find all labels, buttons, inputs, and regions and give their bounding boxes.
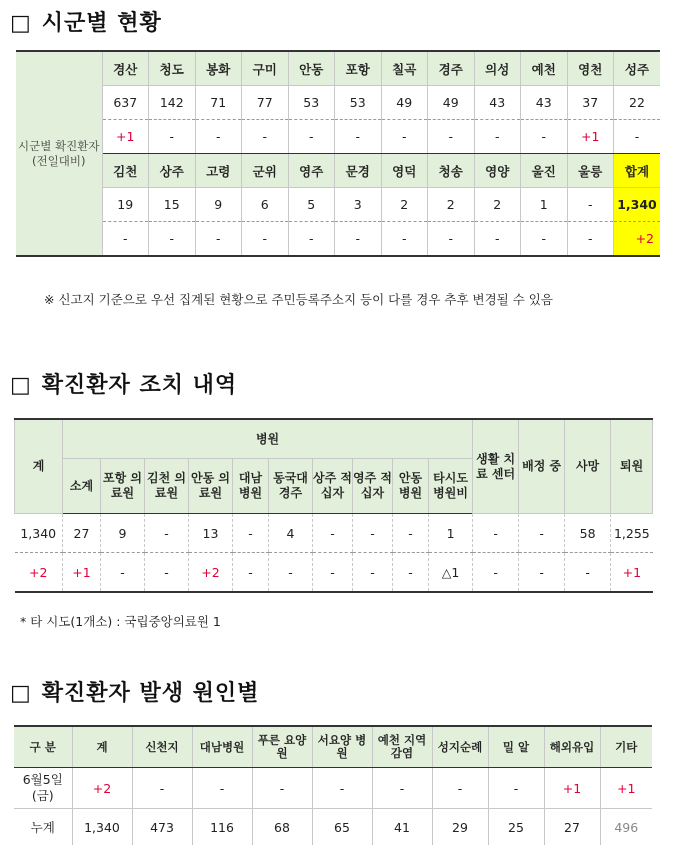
measure-total: - xyxy=(233,514,269,553)
city-total: 2 xyxy=(428,188,475,222)
cause-value: 25 xyxy=(488,809,544,846)
hospital-header: 안동 의료원 xyxy=(189,459,233,514)
city-name: 청도 xyxy=(149,51,196,86)
cause-value: 1,340 xyxy=(72,809,132,846)
city-total: 71 xyxy=(195,86,242,120)
cause-header: 성지순례 xyxy=(432,726,488,768)
cause-header: 신천지 xyxy=(132,726,192,768)
city-change: - xyxy=(335,120,382,154)
cause-header: 서요양 병원 xyxy=(312,726,372,768)
address-note: ※ 신고지 기준으로 우선 집계된 현황으로 주민등록주소지 등이 다를 경우 추후 변경될 수 있음 xyxy=(44,292,553,307)
cause-value: 68 xyxy=(252,809,312,846)
cause-header: 대남병원 xyxy=(192,726,252,768)
cause-value: 473 xyxy=(132,809,192,846)
cause-value: - xyxy=(132,768,192,809)
city-change: - xyxy=(195,120,242,154)
city-change: - xyxy=(567,222,614,257)
measure-total: 58 xyxy=(565,514,611,553)
measure-change: +1 xyxy=(63,553,101,593)
city-change: - xyxy=(381,120,428,154)
measure-change: +1 xyxy=(611,553,653,593)
city-change: - xyxy=(288,222,335,257)
measure-change: +2 xyxy=(189,553,233,593)
measure-change: - xyxy=(519,553,565,593)
city-name: 군위 xyxy=(242,154,289,188)
city-change: - xyxy=(149,120,196,154)
city-name: 울릉 xyxy=(567,154,614,188)
hospital-header: 포항 의료원 xyxy=(101,459,145,514)
city-name: 봉화 xyxy=(195,51,242,86)
city-total: 49 xyxy=(428,86,475,120)
city-total: 5 xyxy=(288,188,335,222)
city-total: 53 xyxy=(335,86,382,120)
city-name: 의성 xyxy=(474,51,521,86)
city-name: 예천 xyxy=(521,51,568,86)
section-title-measures: □ 확진환자 조치 내역 xyxy=(10,373,238,398)
city-total: 1 xyxy=(521,188,568,222)
measure-total: 13 xyxy=(189,514,233,553)
city-name: 김천 xyxy=(102,154,149,188)
other-region-footnote: * 타 시도(1개소) : 국립중앙의료원 1 xyxy=(20,614,221,629)
grand-total-header: 합계 xyxy=(614,154,661,188)
city-status-table xyxy=(16,50,660,257)
measure-change: - xyxy=(269,553,313,593)
measure-change: △1 xyxy=(429,553,473,593)
city-total: - xyxy=(567,188,614,222)
cause-table xyxy=(14,725,652,845)
measure-change: - xyxy=(101,553,145,593)
hospital-header: 타시도 병원비 xyxy=(429,459,473,514)
hospital-header: 소계 xyxy=(63,459,101,514)
city-change: +1 xyxy=(102,120,149,154)
measure-total: - xyxy=(473,514,519,553)
city-name: 영양 xyxy=(474,154,521,188)
cause-value: 29 xyxy=(432,809,488,846)
city-name: 울진 xyxy=(521,154,568,188)
cause-header: 푸른 요양원 xyxy=(252,726,312,768)
city-total: 77 xyxy=(242,86,289,120)
city-total: 142 xyxy=(149,86,196,120)
measure-total: 1,255 xyxy=(611,514,653,553)
city-total: 2 xyxy=(381,188,428,222)
hospital-header: 김천 의료원 xyxy=(145,459,189,514)
measure-total: - xyxy=(353,514,393,553)
measure-total: - xyxy=(145,514,189,553)
city-change: - xyxy=(474,120,521,154)
grand-total-change: +2 xyxy=(614,222,661,257)
city-total: 6 xyxy=(242,188,289,222)
measure-header: 생활 치료 센터 xyxy=(473,419,519,514)
section-title-by-city: □ 시군별 현황 xyxy=(10,11,162,36)
city-change: - xyxy=(242,222,289,257)
checkbox-square-icon: □ xyxy=(10,11,32,36)
measure-total: 9 xyxy=(101,514,145,553)
city-change: - xyxy=(521,120,568,154)
city-name: 영천 xyxy=(567,51,614,86)
city-total: 37 xyxy=(567,86,614,120)
city-name: 구미 xyxy=(242,51,289,86)
cause-header: 예천 지역감염 xyxy=(372,726,432,768)
city-name: 영주 xyxy=(288,154,335,188)
measure-header: 배정 중 xyxy=(519,419,565,514)
cause-value: +1 xyxy=(600,768,652,809)
city-name: 칠곡 xyxy=(381,51,428,86)
measure-change: - xyxy=(313,553,353,593)
city-change: - xyxy=(474,222,521,257)
cause-value: 27 xyxy=(544,809,600,846)
city-change: +1 xyxy=(567,120,614,154)
cause-value: 496 xyxy=(600,809,652,846)
hospital-group-header: 병원 xyxy=(63,419,473,459)
measure-total: 1 xyxy=(429,514,473,553)
measure-header: 사망 xyxy=(565,419,611,514)
grand-total-value: 1,340 xyxy=(614,188,661,222)
city-total: 19 xyxy=(102,188,149,222)
hospital-header: 안동 병원 xyxy=(393,459,429,514)
city-total: 9 xyxy=(195,188,242,222)
cause-value: - xyxy=(488,768,544,809)
city-change: - xyxy=(122,231,128,246)
hospital-header: 상주 적십자 xyxy=(313,459,353,514)
measure-total: - xyxy=(313,514,353,553)
cause-value: - xyxy=(432,768,488,809)
city-total: 43 xyxy=(521,86,568,120)
row-label: 6월5일 (금) xyxy=(14,768,72,809)
measure-total: - xyxy=(519,514,565,553)
city-name: 상주 xyxy=(149,154,196,188)
hospital-header: 영주 적십자 xyxy=(353,459,393,514)
section-title-by-cause: □ 확진환자 발생 원인별 xyxy=(10,681,260,706)
city-total: 22 xyxy=(614,86,661,120)
city-name: 경주 xyxy=(428,51,475,86)
city-change: - xyxy=(242,120,289,154)
city-change: - xyxy=(381,222,428,257)
city-change: - xyxy=(521,222,568,257)
city-name: 영덕 xyxy=(381,154,428,188)
city-name: 청송 xyxy=(428,154,475,188)
city-total: 2 xyxy=(474,188,521,222)
city-name: 안동 xyxy=(288,51,335,86)
measure-header: 퇴원 xyxy=(611,419,653,514)
city-name: 포항 xyxy=(335,51,382,86)
measure-total: 1,340 xyxy=(15,514,63,553)
measure-change: +2 xyxy=(15,553,63,593)
city-total: 53 xyxy=(288,86,335,120)
hospital-header: 동국대 경주 xyxy=(269,459,313,514)
row-label: 누계 xyxy=(30,820,55,835)
cause-header: 계 xyxy=(72,726,132,768)
cause-value: 41 xyxy=(372,809,432,846)
measure-change: - xyxy=(233,553,269,593)
measure-total: 27 xyxy=(63,514,101,553)
measure-total: - xyxy=(393,514,429,553)
cause-value: 116 xyxy=(192,809,252,846)
cause-value: 65 xyxy=(312,809,372,846)
city-change: - xyxy=(428,222,475,257)
total-header: 계 xyxy=(15,419,63,514)
cause-value: - xyxy=(252,768,312,809)
city-change: - xyxy=(195,222,242,257)
cause-header: 구 분 xyxy=(14,726,72,768)
measure-change: - xyxy=(393,553,429,593)
city-name: 경산 xyxy=(102,51,149,86)
city-name: 고령 xyxy=(195,154,242,188)
city-change: - xyxy=(614,120,661,154)
measure-change: - xyxy=(145,553,189,593)
cause-header: 해외유입 xyxy=(544,726,600,768)
measure-change: - xyxy=(473,553,519,593)
city-name: 성주 xyxy=(614,51,661,86)
measure-change: - xyxy=(353,553,393,593)
checkbox-square-icon: □ xyxy=(10,373,32,398)
city-change: - xyxy=(149,222,196,257)
measure-change: - xyxy=(565,553,611,593)
cause-value: - xyxy=(372,768,432,809)
side-label: 시군별 확진환자 (전일대비) xyxy=(16,51,102,256)
checkbox-square-icon: □ xyxy=(10,681,32,706)
city-total: 637 xyxy=(102,86,149,120)
city-total: 15 xyxy=(149,188,196,222)
measures-table xyxy=(14,418,653,593)
city-change: - xyxy=(288,120,335,154)
cause-value: +1 xyxy=(544,768,600,809)
city-change: - xyxy=(428,120,475,154)
cause-header: 기타 xyxy=(600,726,652,768)
cause-value: - xyxy=(192,768,252,809)
hospital-header: 대남 병원 xyxy=(233,459,269,514)
measure-total: 4 xyxy=(269,514,313,553)
city-total: 3 xyxy=(335,188,382,222)
city-total: 49 xyxy=(381,86,428,120)
cause-value: - xyxy=(312,768,372,809)
cause-header: 밀 알 xyxy=(488,726,544,768)
cause-value: +2 xyxy=(72,768,132,809)
city-name: 문경 xyxy=(335,154,382,188)
city-change: - xyxy=(335,222,382,257)
city-total: 43 xyxy=(474,86,521,120)
